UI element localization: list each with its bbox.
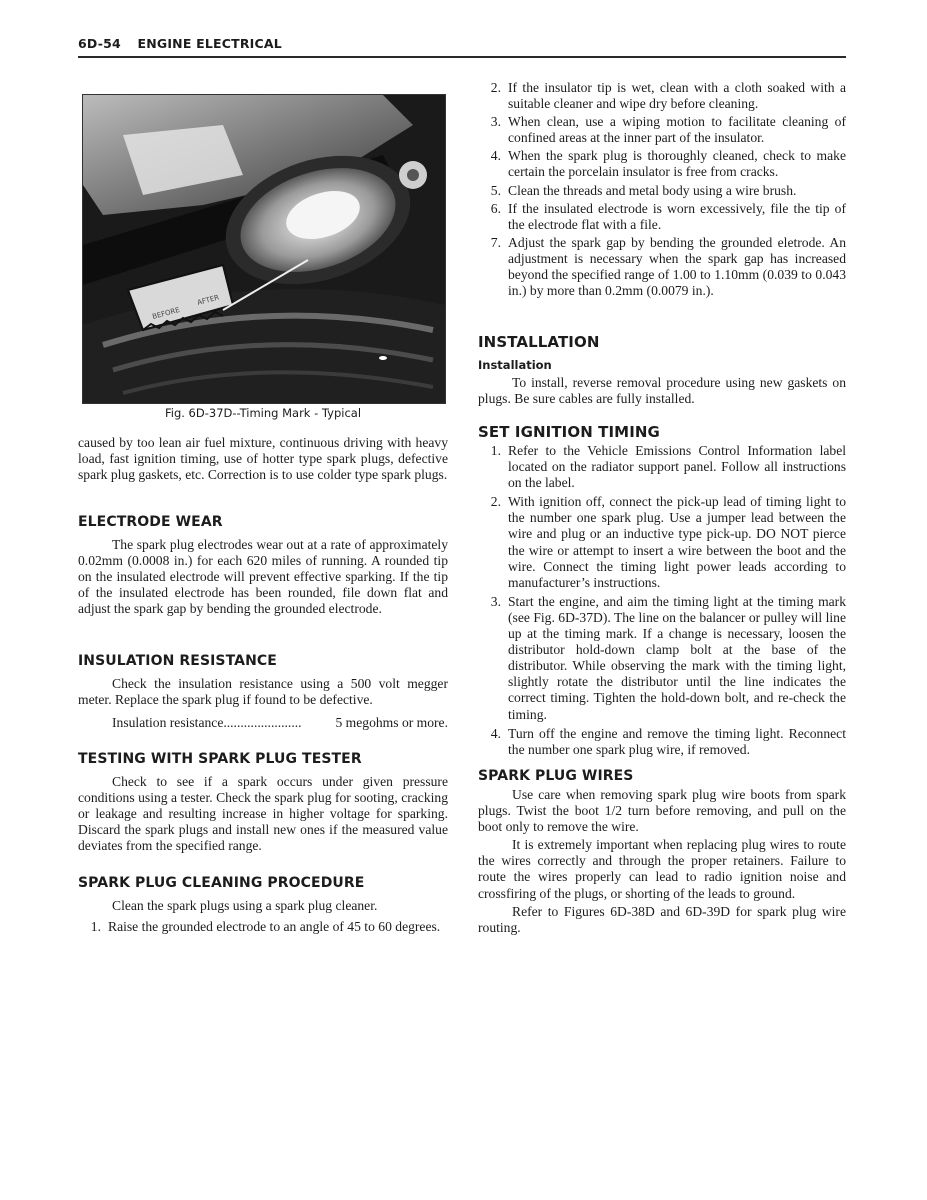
ignition-timing-heading: SET IGNITION TIMING bbox=[478, 423, 660, 441]
step-text: Turn off the engine and remove the timing light. Reconnect the number one spark plug wire, if removed. bbox=[508, 725, 846, 757]
spec-value: 5 megohms or more. bbox=[335, 715, 448, 731]
cleaning-step-6 bbox=[478, 201, 846, 233]
installation-subheading: Installation bbox=[478, 358, 552, 372]
installation-body: To install, reverse removal procedure using new gaskets on plugs. Be sure cables are fully installed. bbox=[478, 375, 846, 407]
step-text: Raise the grounded electrode to an angle of 45 to 60 degrees. bbox=[108, 919, 441, 935]
header-rule bbox=[78, 56, 846, 58]
electrode-wear-heading: ELECTRODE WEAR bbox=[78, 514, 223, 530]
step-text: If the insulated electrode is worn excessively, file the tip of the electrode flat with a file. bbox=[508, 200, 846, 232]
testing-section bbox=[78, 751, 448, 854]
wires-paragraph-1: Use care when removing spark plug wire boots from spark plugs. Twist the boot 1/2 turn before removing, and pull on the boot only to remove the wire. bbox=[478, 787, 846, 835]
step-number: 3. bbox=[490, 114, 501, 130]
step-number: 2. bbox=[490, 494, 501, 510]
wires-heading: SPARK PLUG WIRES bbox=[478, 768, 634, 784]
timing-step-3 bbox=[478, 594, 846, 723]
step-text: With ignition off, connect the pick-up lead of timing light to the number one spark plug. Use a jumper lead between the wire and plug or an inductive type pick-up. DO NOT pierce the wire or attempt to insert a wire between the boot and the wire. Connect the timing light power leads according to manufacturer’s instructions. bbox=[508, 494, 846, 590]
step-number: 6. bbox=[490, 200, 501, 216]
step-number: 1. bbox=[490, 443, 501, 458]
intro-paragraph: caused by too lean air fuel mixture, continuous driving with heavy load, fast ignition timing, use of hotter type spark plugs, defective spark plug gaskets, etc. Correction is to use colder type spark plugs. bbox=[78, 435, 448, 483]
installation-heading: INSTALLATION bbox=[478, 333, 600, 351]
cleaning-step-3 bbox=[478, 114, 846, 146]
cleaning-heading: SPARK PLUG CLEANING PROCEDURE bbox=[78, 875, 365, 891]
testing-heading: TESTING WITH SPARK PLUG TESTER bbox=[78, 751, 362, 767]
figure-caption: Fig. 6D-37D--Timing Mark - Typical bbox=[164, 406, 362, 420]
step-number: 5. bbox=[490, 182, 501, 198]
tab-label-after: AFTER bbox=[196, 293, 221, 307]
timing-mark-photo bbox=[82, 94, 446, 404]
spark-plug-wires-section bbox=[478, 768, 846, 936]
step-text: If the insulator tip is wet, clean with a cloth soaked with a suitable cleaner and wipe dry before cleaning. bbox=[508, 80, 846, 112]
step-number: 1. bbox=[90, 919, 101, 935]
step-text: When the spark plug is thoroughly cleaned, check to make certain the porcelain insulator is free from cracks. bbox=[508, 148, 846, 180]
wires-paragraph-3: Refer to Figures 6D-38D and 6D-39D for spark plug wire routing. bbox=[478, 903, 846, 935]
step-text: Refer to the Vehicle Emissions Control Information label located on the radiator support panel. Follow all instructions on the label. bbox=[508, 443, 846, 491]
testing-body: Check to see if a spark occurs under given pressure conditions using a tester. Check the spark plug for sooting, cracking or leakage and resulting increase in higher voltage for sparking. Discard the spark plugs and install new ones if the measured value deviates from the specified range. bbox=[78, 774, 448, 854]
step-number: 7. bbox=[490, 234, 501, 250]
section-title: ENGINE ELECTRICAL bbox=[137, 36, 282, 51]
spec-label: Insulation resistance bbox=[112, 715, 224, 731]
step-number: 2. bbox=[490, 80, 501, 95]
intro-paragraph-block bbox=[78, 435, 448, 483]
step-text: When clean, use a wiping motion to facilitate cleaning of confined areas at the inner part of the insulator. bbox=[508, 114, 846, 146]
timing-step-1 bbox=[478, 443, 846, 491]
timing-step-4 bbox=[478, 726, 846, 758]
cleaning-step-2 bbox=[478, 80, 846, 112]
step-number: 4. bbox=[490, 148, 501, 164]
tab-label-before: BEFORE bbox=[151, 305, 181, 321]
step-number: 4. bbox=[490, 725, 501, 741]
cleaning-steps-continued bbox=[478, 80, 846, 299]
ignition-timing-section bbox=[478, 423, 846, 758]
step-text: Clean the threads and metal body using a wire brush. bbox=[508, 182, 797, 198]
installation-section bbox=[478, 333, 846, 407]
electrode-wear-section bbox=[78, 514, 448, 617]
insulation-resistance-spec bbox=[78, 715, 448, 731]
step-number: 3. bbox=[490, 593, 501, 609]
insulation-resistance-heading: INSULATION RESISTANCE bbox=[78, 653, 277, 669]
page-header bbox=[78, 36, 282, 51]
timing-step-2 bbox=[478, 494, 846, 591]
insulation-resistance-section bbox=[78, 653, 448, 731]
step-text: Start the engine, and aim the timing light at the timing mark (see Fig. 6D-37D). The line on the balancer or pulley will line up at the timing mark. If a change is necessary, loosen the distributor hold-down clamp bolt at the base of the distributor. While observing the mark with the timing light, slightly rotate the distributor until the line indicates the correct timing. Tighten the hold-down bolt, and re-check the timing. bbox=[508, 593, 846, 722]
cleaning-section bbox=[78, 875, 448, 935]
cleaning-intro: Clean the spark plugs using a spark plug cleaner. bbox=[112, 898, 378, 913]
insulation-resistance-body: Check the insulation resistance using a 500 volt megger meter. Replace the spark plug if found to be defective. bbox=[78, 676, 448, 708]
page-number: 6D-54 bbox=[78, 36, 121, 51]
cleaning-step-7 bbox=[478, 235, 846, 299]
cleaning-step-4 bbox=[478, 148, 846, 180]
step-text: Adjust the spark gap by bending the grounded eletrode. An adjustment is necessary when the spark gap has increased beyond the specified range of 1.00 to 1.10mm (0.039 to 0.043 in.) by more than 0.2mm (0.0079 in.). bbox=[508, 234, 846, 299]
electrode-wear-body: The spark plug electrodes wear out at a rate of approximately 0.02mm (0.0008 in.) for each 620 miles of running. A rounded tip on the insulated electrode will prevent effective sparking. If the tip of the insulated electrode has been rounded, file down flat and adjust the spark gap by bending the grounded electrode. bbox=[78, 537, 448, 617]
wires-paragraph-2: It is extremely important when replacing plug wires to route the wires correctly and through the proper retainers. Failure to route the wires properly can lead to radio ignition noise and crossfiring of the plugs, or shorting of the leads to ground. bbox=[478, 837, 846, 901]
cleaning-step-1 bbox=[78, 919, 448, 935]
engine-pulley-image bbox=[83, 95, 445, 403]
cleaning-step-5 bbox=[478, 183, 846, 199]
spec-leader-dots: ....................... bbox=[223, 715, 302, 731]
